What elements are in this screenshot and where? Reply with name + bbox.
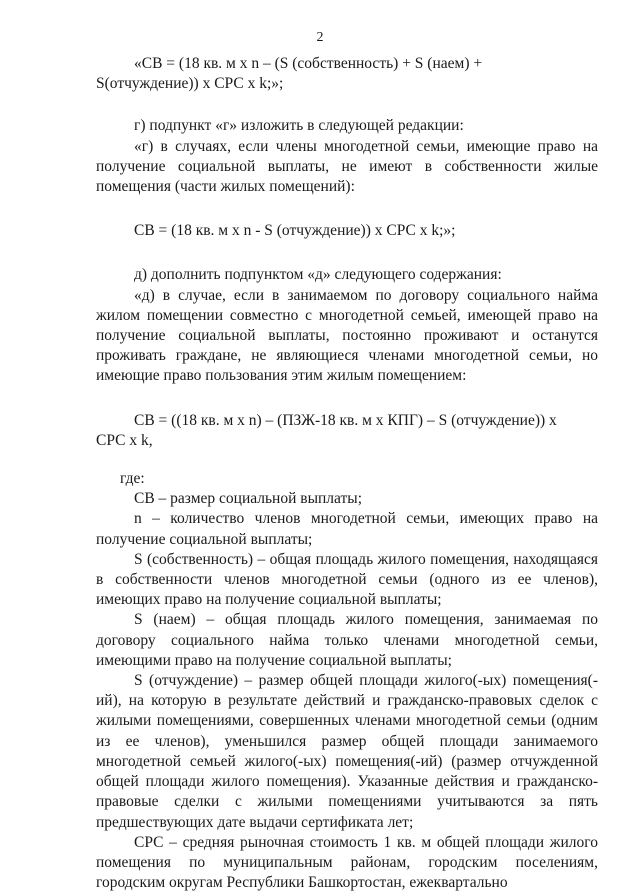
definition-sv: СВ – размер социальной выплаты; xyxy=(134,490,363,508)
definition-s-alienation: S (отчуждение) – размер общей площади жилого(-ых) помещения(-ий), на которую в результате действий и гражданско-правовых сделок с жилыми помещениями, совершенных членами многодетной семьи (одним из ее членов), уменьшился размер общей площади занимаемого многодетной семьей жилого(-ых) помещения(-ий) (размер отчужденной общей площади жилого помещения). Указанные действия и гражданско-правовые сделки с жилыми помещениями учитываются за пять предшествующих дате выдачи сертификата лет; xyxy=(96,672,598,831)
paragraph-d-body: «д) в случае, если в занимаемом по договору социального найма жилом помещении совместно с многодетной семьей, имеющей право на получение социальной выплаты, постоянно проживают и останутся проживать граждане, не являющиеся членами многодетной семьи, но имеющие право пользования этим жилым помещением: xyxy=(96,286,598,385)
definition-s-ownership: S (собственность) – общая площадь жилого помещения, находящаяся в собственности членов многодетной семьи (одного из ее членов), имеющих право на получение социальной выплаты; xyxy=(96,550,598,609)
definition-n: n – количество членов многодетной семьи, имеющих право на получение социальной выплаты; xyxy=(96,510,598,548)
formula-b: СВ = (18 кв. м х n - S (отчуждение)) х СРС х k;»; xyxy=(134,222,456,240)
paragraph-g-intro: г) подпункт «г» изложить в следующей редакции: xyxy=(134,117,464,135)
paragraph-d-intro: д) дополнить подпунктом «д» следующего содержания: xyxy=(134,266,502,284)
definition-srs: СРС – средняя рыночная стоимость 1 кв. м общей площади жилого помещения по муниципальным районам, городским поселениям, городским округам Республики Башкортостан, ежеквартально xyxy=(96,833,598,892)
page-number: 2 xyxy=(316,30,324,45)
paragraph-g-body: «г) в случаях, если члены многодетной семьи, имеющие право на получение социальной выплаты, не имеют в собственности жилые помещения (части жилых помещений): xyxy=(96,137,598,196)
formula-c-line1: СВ = ((18 кв. м х n) – (ПЗЖ-18 кв. м х КПГ) – S (отчуждение)) х xyxy=(134,411,557,429)
document-body xyxy=(96,54,598,893)
where-label: где: xyxy=(120,470,145,488)
formula-c-line2: СРС х k, xyxy=(96,431,153,449)
formula-a-line2: S(отчуждение)) х СРС х k;»; xyxy=(96,75,284,93)
definition-s-lease: S (наем) – общая площадь жилого помещения, занимаемая по договору социального найма только членами многодетной семьи, имеющими право на получение социальной выплаты; xyxy=(96,611,598,669)
formula-a-line1: «СВ = (18 кв. м х n – (S (собственность) + S (наем) + xyxy=(134,55,483,72)
